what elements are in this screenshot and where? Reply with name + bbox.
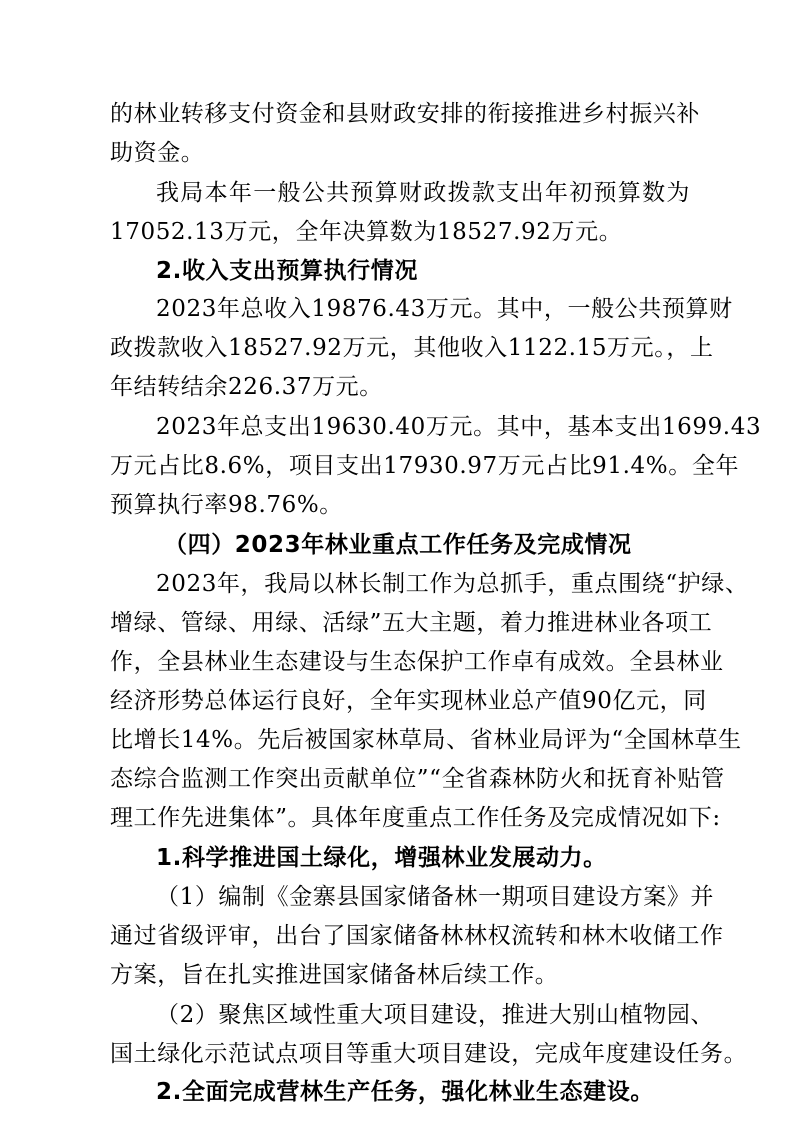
paragraph-line: 预算执行率98.76%。 <box>110 492 343 518</box>
paragraph-line: 通过省级评审，出台了国家储备林林权流转和林木收储工作 <box>110 923 724 949</box>
section-heading: 1.科学推进国土绿化，增强林业发展动力。 <box>156 845 607 871</box>
paragraph-line: 2023年总支出19630.40万元。其中，基本支出1699.43 <box>156 414 762 440</box>
section-heading: 2.全面完成营林生产任务，强化林业生态建设。 <box>156 1079 654 1105</box>
paragraph-line: （2）聚焦区域性重大项目建设，推进大别山植物园、 <box>156 1002 715 1028</box>
paragraph-line: 的林业转移支付资金和县财政安排的衔接推进乡村振兴补 <box>110 101 700 127</box>
paragraph-line: 2023年，我局以林长制工作为总抓手，重点围绕“护绿、 <box>156 571 749 597</box>
paragraph-line: 作，全县林业生态建设与生态保护工作卓有成效。全县林业 <box>110 649 724 675</box>
paragraph-line: 我局本年一般公共预算财政拨款支出年初预算数为 <box>156 180 690 206</box>
section-heading: （四）2023年林业重点工作任务及完成情况 <box>164 532 632 558</box>
paragraph-line: 态综合监测工作突出贡献单位”“全省森林防火和抚育补贴管 <box>110 766 725 792</box>
paragraph-line: 方案，旨在扎实推进国家储备林后续工作。 <box>110 962 559 988</box>
paragraph-line: 政拨款收入18527.92万元，其他收入1122.15万元。，上 <box>110 335 714 361</box>
paragraph-line: 比增长14%。先后被国家林草局、省林业局评为“全国林草生 <box>110 727 742 753</box>
paragraph-line: （1）编制《金寨县国家储备林一期项目建设方案》并 <box>156 884 715 910</box>
paragraph-line: 2023年总收入19876.43万元。其中，一般公共预算财 <box>156 296 733 322</box>
paragraph-line: 经济形势总体运行良好，全年实现林业总产值90亿元，同 <box>110 688 707 714</box>
paragraph-line: 国土绿化示范试点项目等重大项目建设，完成年度建设任务。 <box>110 1041 748 1067</box>
paragraph-line: 增绿、管绿、用绿、活绿”五大主题，着力推进林业各项工 <box>110 610 713 636</box>
paragraph-line: 理工作先进集体”。具体年度重点工作任务及完成情况如下: <box>110 805 721 831</box>
section-heading: 2.收入支出预算执行情况 <box>156 258 418 284</box>
paragraph-line: 17052.13万元，全年决算数为18527.92万元。 <box>110 219 623 245</box>
paragraph-line: 万元占比8.6%，项目支出17930.97万元占比91.4%。全年 <box>110 453 740 479</box>
paragraph-line: 助资金。 <box>110 140 205 166</box>
paragraph-line: 年结转结余226.37万元。 <box>110 374 383 400</box>
